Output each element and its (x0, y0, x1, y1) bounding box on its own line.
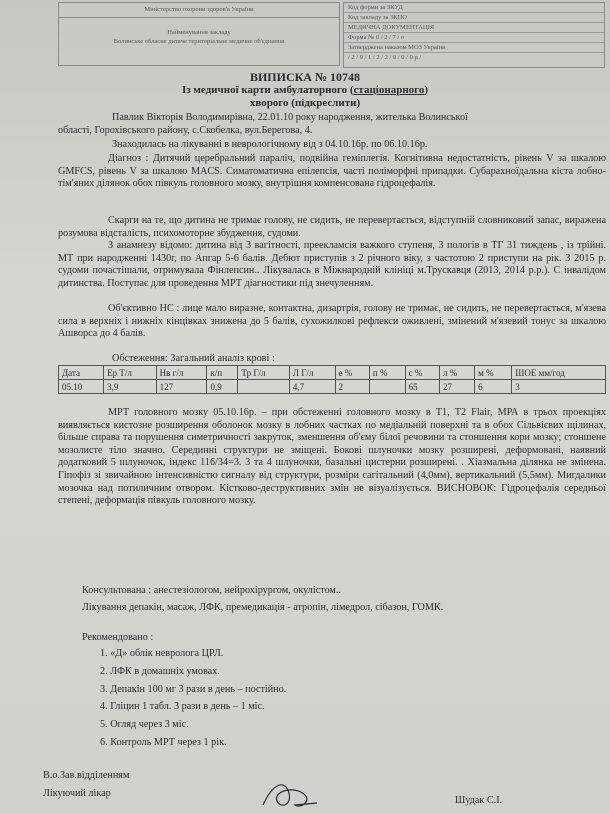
complaints-text: Скарги на те, що дитина не тримає голову, не сидить, не перевертається, відступній словниковий запас, виражена розумова відсталість, психомоторне збудження, судоми. (58, 215, 606, 239)
blood-caption: Обстеження: Загальний аналіз крові : (112, 353, 275, 364)
header-left-box (58, 2, 340, 66)
list-item: 3. Депакін 100 мг 3 рази в день – постійно. (100, 684, 287, 695)
table-cell: 6 (475, 380, 512, 394)
table-cell: к/п (207, 366, 238, 380)
form-header (58, 2, 603, 66)
subtitle-suffix: ) (424, 84, 429, 96)
list-item: 6. Контроль МРТ через 1 рік. (100, 737, 227, 748)
doctor-name: Шудак С.І. (455, 795, 503, 806)
table-cell: 05.10 (59, 380, 104, 394)
table-cell: Нв г/л (156, 366, 207, 380)
consult-text: Консультована : анестезіологом, нейрохірургом, окулістом.. (82, 585, 341, 596)
table-cell: с % (405, 366, 439, 380)
table-cell: 65 (405, 380, 439, 394)
list-item: 5. Огляд через 3 міс. (100, 719, 189, 730)
table-cell: 2 (335, 380, 369, 394)
subtitle-prefix: Із медичної карти амбулаторного ( (181, 84, 354, 96)
document-subtitle-2: хворого (підкреслити) (249, 97, 361, 109)
document-subtitle (0, 84, 610, 96)
recommend-title: Рекомендовано : (82, 632, 154, 643)
form-code-line: Форма № 0 / 2 / 7 / о (344, 33, 604, 43)
list-item: 1. «Д» облік невролога ЦРЛ. (100, 648, 224, 659)
list-item: 2. ЛФК в домашніх умовах. (100, 666, 220, 677)
table-cell: л % (439, 366, 474, 380)
form-code-line: / 2 / 9 / 1 / 2 / 2 / 0 / 0 / 0 р / (348, 54, 422, 61)
blood-test-table (58, 365, 606, 394)
doctor-label: Лікуючий лікар (43, 788, 111, 799)
objective-text: Об'єктивно НС : лице мало виразне, контактна, дизартрія, голову не тримає, не сидить, не перевертається, м'язева сила в верхніх і нижніх кінцівках знижена до 5 балів, сухожилкові рефлекси оживлені, змінений м'язевий тонус за шкалою Ашворса до 4 балів. (58, 303, 606, 340)
ministry-name: Міністерство охорони здоров'я України (59, 3, 339, 18)
table-header-row (59, 366, 606, 380)
patient-line: Павлик Вікторія Володимирівна, 22.01.10 року народження, жителька Волинської (112, 112, 468, 123)
table-cell (369, 380, 405, 394)
table-cell: 0,9 (207, 380, 238, 394)
anamnesis-text: З анамнезу відомо: дитина від 3 вагітності, преекламсія важкого ступеня, 3 пологів в ТГ 31 тиждень , із трійні. МТ при народженні 1430г, по Апгар 5-6 балів. Дебют приступів з 2 річного віку, з частотою 2 приступи на рік. З 2015 р. судоми почастішали, отримувала Фінлепсин.. Лікувалась в Міжнародній клініці м.Трускавця (2013, 2014 р.р.). С інвалідом дитинства. Поступає для проведення МРТ діагностики під знечуленням. (58, 240, 606, 289)
subtitle-underlined: стаціонарного (353, 84, 425, 96)
table-cell: п % (369, 366, 405, 380)
mri-text: МРТ головного мозку 05.10.16р. – при обстеженні головного мозку в Т1, Т2 Flair, МРА в трьох проекціях виявляється кистозне розширення оболонок мозку в лобних частках по медіальній поверхні та в обох Сільвієвих щілинах, більше справа та порушення симетричності закруток, зменшення об'єму білої речовини та стоншення кори мозку; стоншене мозолисте тіло значно. Серединні структури не зміщені. Бокові шлуночки мозку розширені, деформовані, наявний додатковий 5 шлуночок, індекс 116/34=3. 3 та 4 шлуночки, базальні цистерни розширені. . Хіазмальна ділянка не змінена. Гіпофіз зі звичайною інтенсивністю сигналу від структури, розміри сагітальний (4,0мм), вертикальний (5,5мм). Мигдалики мозочка над потиличним отвором. Кістково-деструктивних змін не візуалізується. ВИСНОВОК: Гідроцефалія середньої степені, деформація півкуль головного мозку. (58, 407, 606, 507)
table-cell: Тр Г/л (238, 366, 290, 380)
patient-line: області, Горохівського району, с.Скобелка, вул.Берегова, 4. (58, 125, 313, 136)
diagnosis-text: Діагноз : Дитячий церебральний параліч, подвійна геміплегія. Когнітивна недостатність, рівень V за шкалою GMFCS, рівень V за шкалою MACS. Симатоматична епілепсія, часті поліморфні припадки. Субарахноїдальна кіста лобно-тім'яних ділянок обох півкуль головного мозку, внутрішня компенсована гідроцефалія. (58, 153, 606, 190)
institution-name: Волинське обласне дитяче територіальне медичне об'єднання (113, 38, 285, 45)
table-cell: 127 (156, 380, 207, 394)
table-cell: м % (475, 366, 512, 380)
table-cell: 3,9 (104, 380, 157, 394)
table-cell: Дата (59, 366, 104, 380)
list-item: 4. Гліцин 1 табл. 3 рази в день – 1 міс. (100, 701, 265, 712)
table-cell: Л Г/л (289, 366, 335, 380)
table-cell (238, 380, 290, 394)
institution-label: Найменування закладу (167, 29, 231, 36)
table-cell: 27 (439, 380, 474, 394)
header-right-box (343, 2, 605, 68)
table-cell: е % (335, 366, 369, 380)
table-cell: 4,7 (289, 380, 335, 394)
institution-block (59, 18, 339, 46)
form-code-line: Код форми за ЗКУД (344, 3, 604, 13)
form-code-line: Код закладу за ЗКПО (344, 13, 604, 23)
form-code-line: Затверджена наказом МОЗ України (344, 43, 604, 53)
table-row (59, 380, 606, 394)
table-cell: 3 (512, 380, 606, 394)
patient-line: Знаходилась на лікуванні в неврологічному від з 04.10.16р. по 06.10.16р. (112, 139, 428, 150)
table-cell: Ер Т/л (104, 366, 157, 380)
signature-icon (255, 775, 325, 813)
head-of-department-label: В.о.Зав.відділенням (43, 770, 130, 781)
form-code-line: МЕДИЧНА ДОКУМЕНТАЦІЯ (344, 23, 604, 33)
treatment-text: Лікування депакін, масаж, ЛФК, премедикація - атропін, лімедрол, сібазон, ГОМК. (82, 602, 444, 613)
document-title: ВИПИСКА № 10748 (249, 70, 361, 84)
table-cell: ШОЕ мм/год (512, 366, 606, 380)
